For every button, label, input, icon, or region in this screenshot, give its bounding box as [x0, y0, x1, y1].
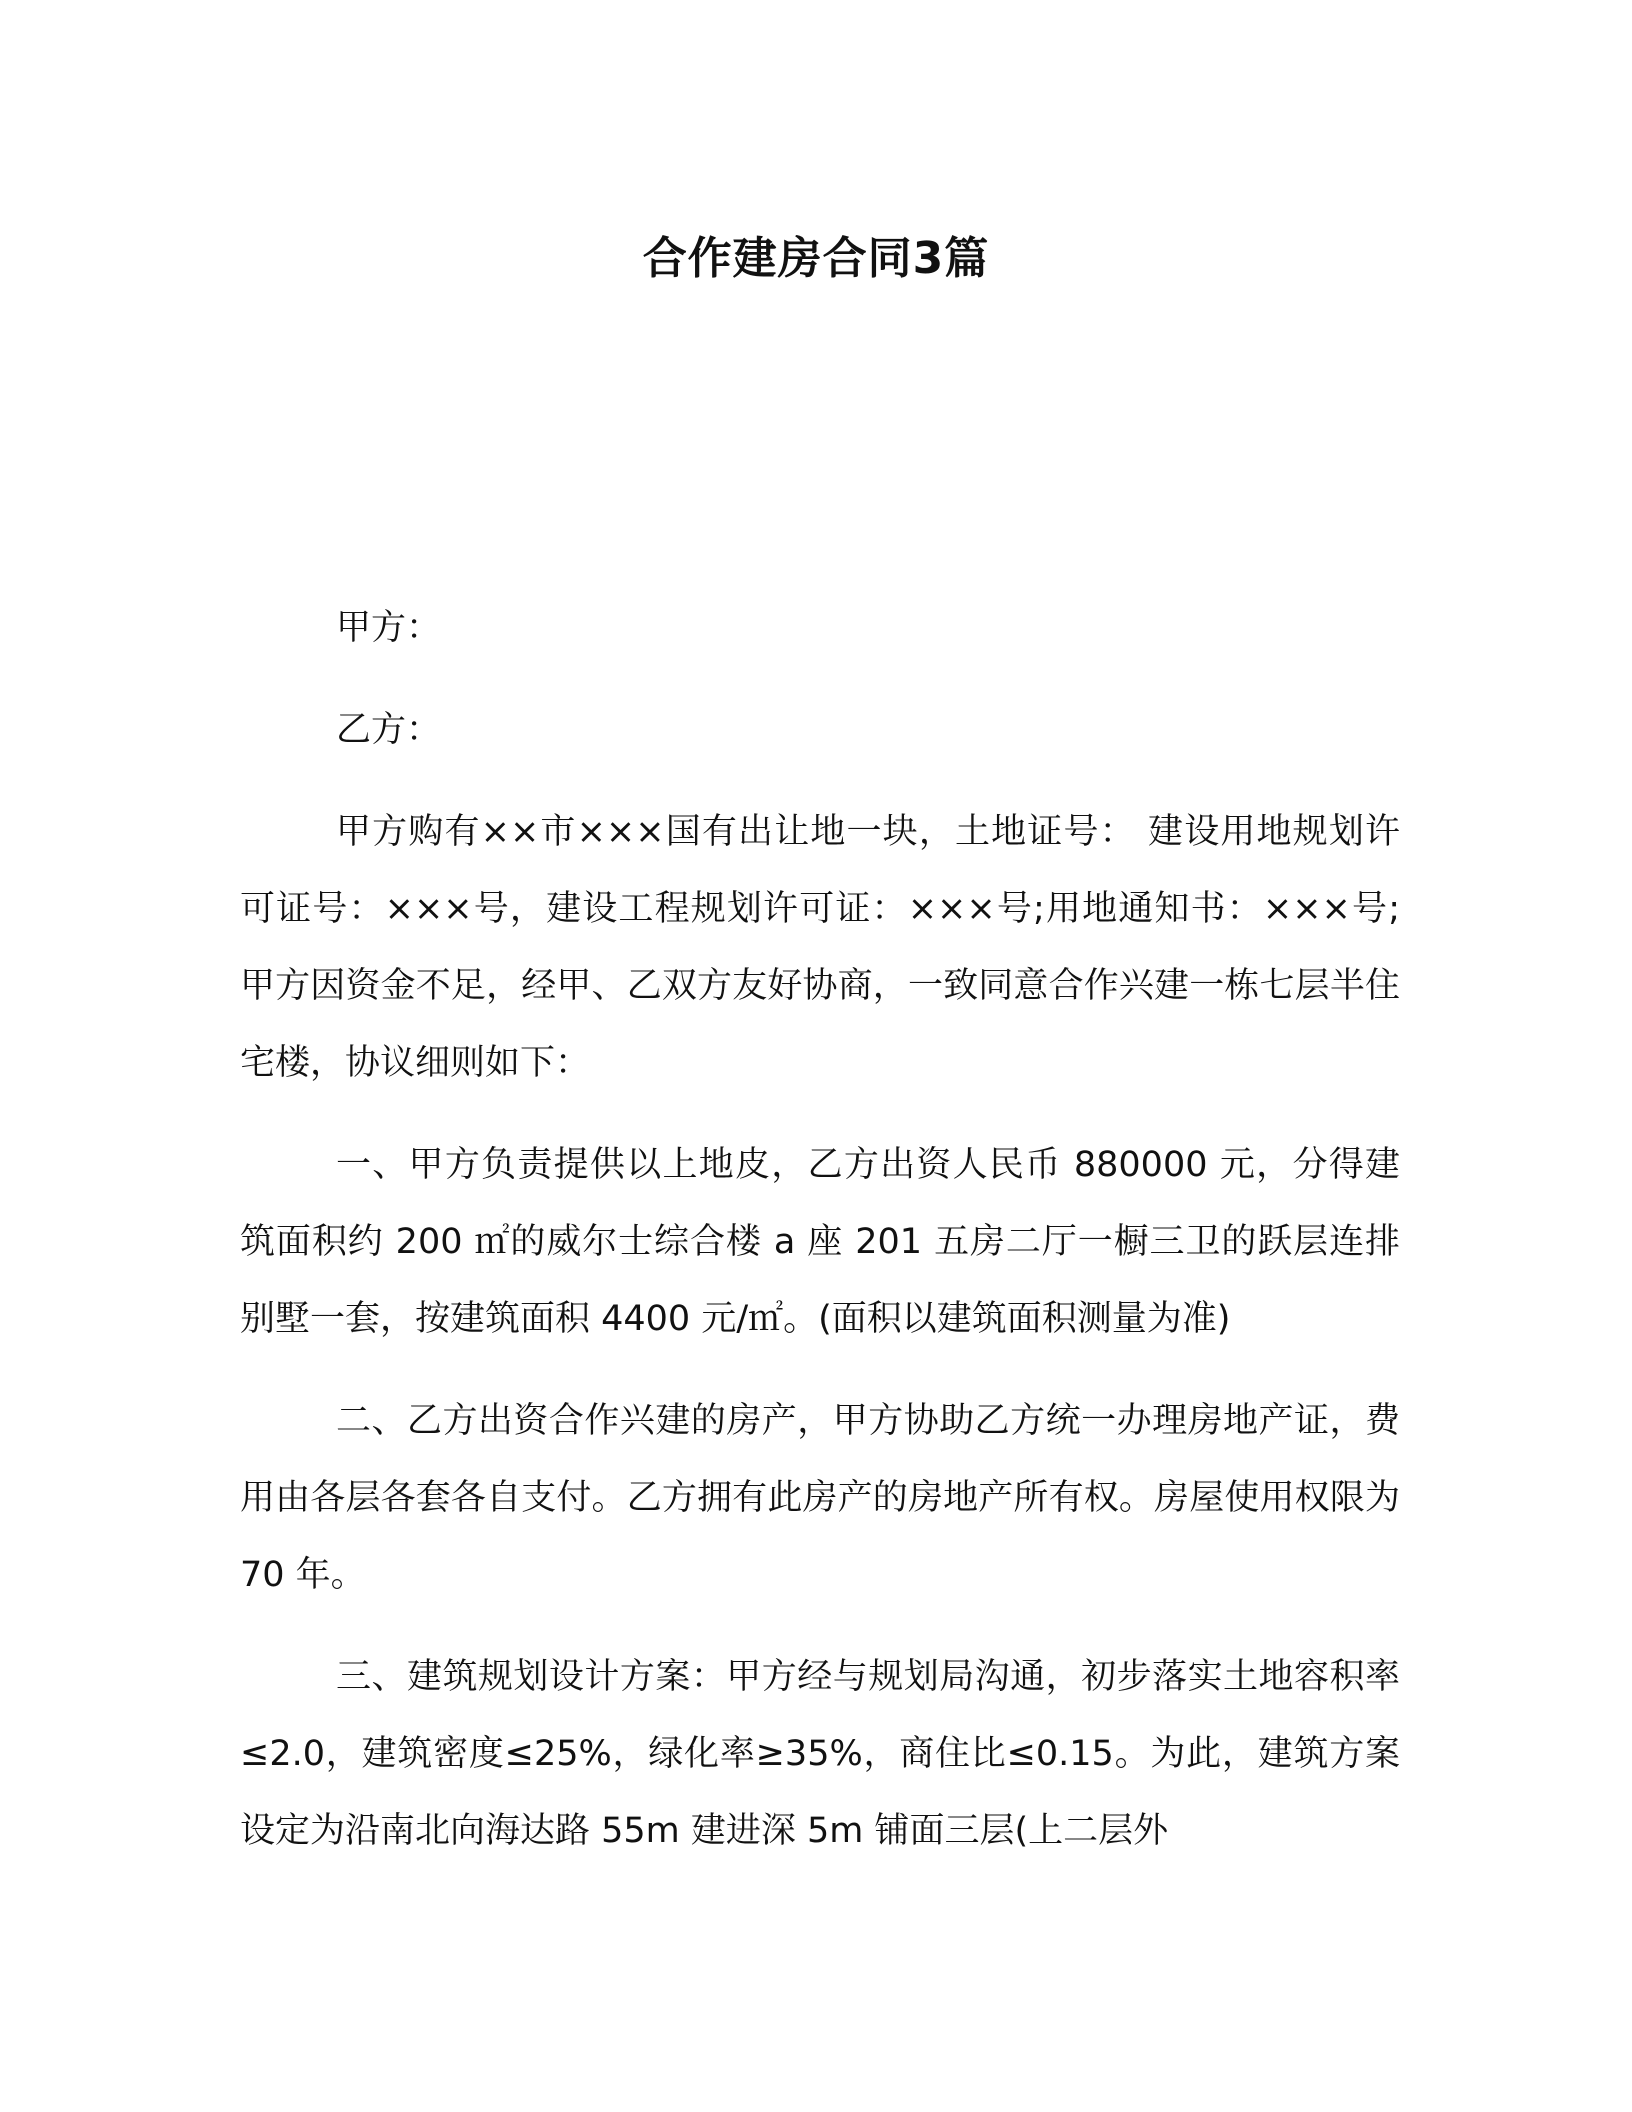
- party-b-label: 乙方：: [336, 710, 442, 750]
- document-title: 合作建房合同3篇: [642, 233, 990, 284]
- paragraph-clause-3: 三、建筑规划设计方案：甲方经与规划局沟通，初步落实土地容积率≤2.0，建筑密度≤25%，绿化率≥35%，商住比≤0.15。为此，建筑方案设定为沿南北向海达路 55m 建进深 5m 铺面三层(上二层外: [240, 1657, 1400, 1851]
- party-a-label: 甲方：: [336, 608, 442, 648]
- paragraph-clause-2: 二、乙方出资合作兴建的房产，甲方协助乙方统一办理房地产证，费用由各层各套各自支付。乙方拥有此房产的房地产所有权。房屋使用权限为 70 年。: [240, 1401, 1400, 1595]
- paragraph-clause-1: 一、甲方负责提供以上地皮，乙方出资人民币 880000 元，分得建筑面积约 200 ㎡的威尔士综合楼 a 座 201 五房二厅一橱三卫的跃层连排别墅一套，按建筑面积 4400 元/㎡。(面积以建筑面积测量为准): [240, 1145, 1400, 1339]
- document-body: [240, 590, 1400, 1895]
- paragraph-intro: 甲方购有××市×××国有出让地一块，土地证号： 建设用地规划许可证号：×××号，建设工程规划许可证：×××号;用地通知书：×××号;甲方因资金不足，经甲、乙双方友好协商，一致同意合作兴建一栋七层半住宅楼，协议细则如下：: [240, 812, 1400, 1083]
